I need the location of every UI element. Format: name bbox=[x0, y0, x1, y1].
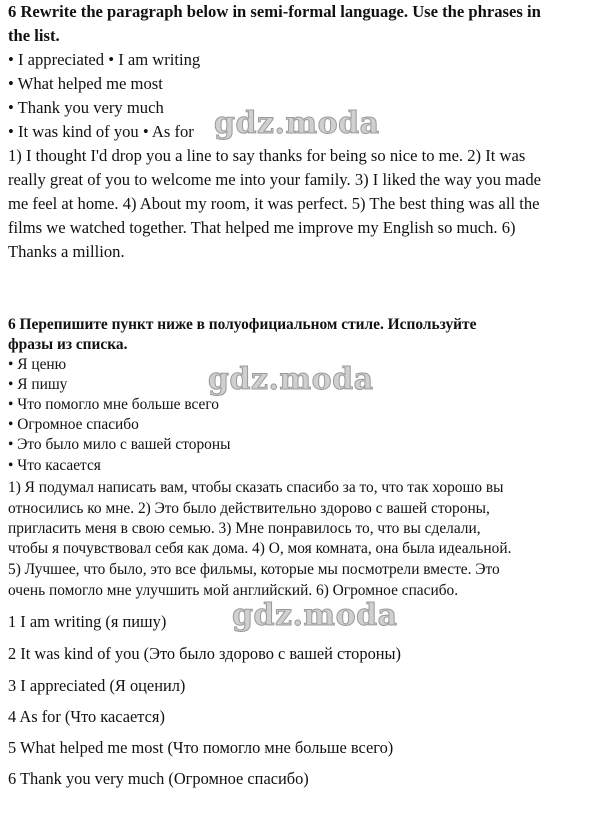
watermark-logo: gdz.moda bbox=[232, 598, 398, 633]
phrase-list-item: • Я пишу bbox=[8, 376, 68, 393]
exercise-heading-en: 6 Rewrite the paragraph below in semi-formal language. Use the phrases in bbox=[8, 2, 541, 21]
phrase-list-item: • Это было мило с вашей стороны bbox=[8, 436, 231, 453]
answer-line: 3 I appreciated (Я оценил) bbox=[8, 676, 186, 695]
answer-line: 2 It was kind of you (Это было здорово с вашей стороны) bbox=[8, 644, 402, 663]
answer-line: 5 What helped me most (Что помогло мне больше всего) bbox=[8, 738, 394, 757]
phrase-list-item: • Я ценю bbox=[8, 356, 67, 373]
exercise-heading-en-cont: the list. bbox=[8, 26, 60, 45]
exercise-heading-ru-cont: фразы из списка. bbox=[8, 336, 128, 353]
phrase-list-item: • Огромное спасибо bbox=[8, 416, 139, 433]
answer-line: 1 I am writing (я пишу) bbox=[8, 612, 167, 631]
paragraph-line: me feel at home. 4) About my room, it was perfect. 5) The best thing was all the bbox=[8, 194, 540, 213]
watermark-logo: gdz.moda bbox=[214, 106, 380, 141]
paragraph-line: 1) Я подумал написать вам, чтобы сказать спасибо за то, что так хорошо вы bbox=[8, 479, 504, 496]
paragraph-line: films we watched together. That helped me improve my English so much. 6) bbox=[8, 218, 516, 237]
answer-line: 4 As for (Что касается) bbox=[8, 707, 165, 726]
phrase-list-item: • Thank you very much bbox=[8, 98, 164, 117]
paragraph-line: 5) Лучшее, что было, это все фильмы, которые мы посмотрели вместе. Это bbox=[8, 561, 500, 578]
paragraph-line: чтобы я почувствовал себя как дома. 4) О, моя комната, она была идеальной. bbox=[8, 540, 512, 557]
paragraph-line: 1) I thought I'd drop you a line to say thanks for being so nice to me. 2) It was bbox=[8, 146, 526, 165]
phrase-list-item: • I appreciated • I am writing bbox=[8, 50, 201, 69]
watermark-logo: gdz.moda bbox=[208, 362, 374, 397]
phrase-list-item: • Что помогло мне больше всего bbox=[8, 396, 219, 413]
paragraph-line: really great of you to welcome me into your family. 3) I liked the way you made bbox=[8, 170, 541, 189]
phrase-list-item: • Что касается bbox=[8, 457, 101, 474]
paragraph-line: Thanks a million. bbox=[8, 242, 125, 261]
paragraph-line: относились ко мне. 2) Это было действительно здорово с вашей стороны, bbox=[8, 500, 490, 517]
phrase-list-item: • It was kind of you • As for bbox=[8, 122, 194, 141]
phrase-list-item: • What helped me most bbox=[8, 74, 163, 93]
answer-line: 6 Thank you very much (Огромное спасибо) bbox=[8, 769, 309, 788]
paragraph-line: пригласить меня в свою семью. 3) Мне понравилось то, что вы сделали, bbox=[8, 520, 481, 537]
paragraph-line: очень помогло мне улучшить мой английский. 6) Огромное спасибо. bbox=[8, 582, 459, 599]
exercise-heading-ru: 6 Перепишите пункт ниже в полуофициальном стиле. Используйте bbox=[8, 316, 477, 333]
